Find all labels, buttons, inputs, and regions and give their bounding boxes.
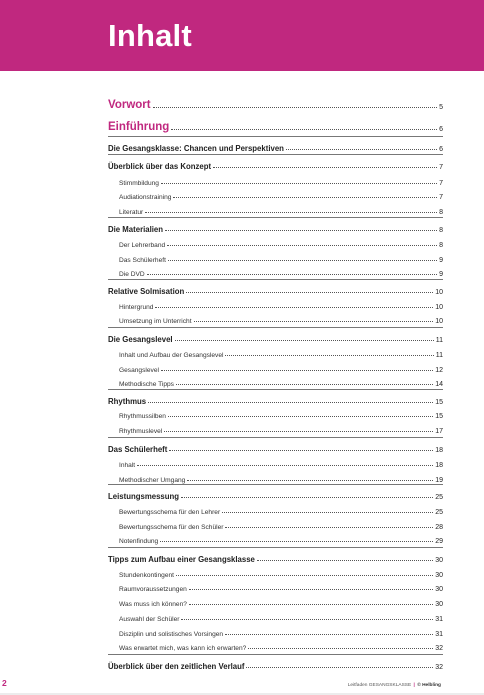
toc-subsection[interactable] (0, 531, 484, 545)
toc-page: 17 (435, 428, 443, 435)
section-divider (108, 327, 443, 328)
toc-page: 15 (435, 399, 443, 406)
toc-label: Einführung (108, 121, 170, 133)
toc-leader (213, 166, 437, 168)
toc-leader (160, 540, 433, 542)
toc-subsection[interactable] (0, 202, 484, 216)
toc-leader (189, 588, 433, 590)
toc-page: 31 (435, 616, 443, 623)
toc-subsection[interactable] (0, 624, 484, 638)
toc-page: 28 (435, 524, 443, 531)
toc-label: Die DVD (119, 271, 145, 278)
toc-label: Was erwartet mich, was kann ich erwarten? (119, 645, 247, 652)
footer-credit (348, 683, 441, 688)
toc-leader (147, 273, 437, 275)
toc-leader (167, 244, 437, 246)
toc-leader (248, 647, 433, 649)
toc-label: Bewertungsschema für den Lehrer (119, 509, 221, 516)
toc-label: Umsetzung im Unterricht (119, 318, 192, 325)
toc-label: Bewertungsschema für den Schüler (119, 524, 224, 531)
toc-subsection[interactable] (0, 250, 484, 264)
toc-leader (246, 666, 433, 668)
toc-subsection[interactable] (0, 609, 484, 623)
toc-label: Überblick über den zeitlichen Verlauf (108, 662, 245, 671)
toc-leader (225, 633, 433, 635)
toc-section[interactable] (0, 330, 484, 344)
toc-subsection[interactable] (0, 311, 484, 325)
toc-page: 29 (435, 538, 443, 545)
toc-label: Literatur (119, 209, 144, 216)
toc-leader (148, 401, 433, 403)
toc-leader (164, 430, 433, 432)
toc-page: 10 (435, 304, 443, 311)
toc-page: 32 (435, 664, 443, 671)
toc-subsection[interactable] (0, 594, 484, 608)
toc-label: Notenfindung (119, 538, 159, 545)
toc-leader (161, 369, 433, 371)
toc-subsection[interactable] (0, 638, 484, 652)
toc-chapter-einfuehrung[interactable] (0, 118, 484, 133)
toc-label: Relative Solmisation (108, 287, 185, 296)
toc-leader (153, 106, 438, 108)
toc-subsection[interactable] (0, 264, 484, 278)
toc-label: Gesangslevel (119, 367, 159, 374)
toc-label: Leistungsmessung (108, 492, 180, 501)
section-divider (108, 389, 443, 390)
toc-leader (181, 618, 433, 620)
toc-page: 14 (435, 381, 443, 388)
toc-label: Das Schülerheft (108, 445, 168, 454)
toc-page: 7 (439, 194, 443, 201)
toc-leader (137, 464, 433, 466)
toc-page: 6 (439, 126, 443, 133)
toc-chapter-vorwort[interactable] (0, 96, 484, 111)
toc-subsection[interactable] (0, 502, 484, 516)
toc-section[interactable] (0, 440, 484, 454)
toc-label: Überblick über das Konzept (108, 162, 212, 171)
toc-section[interactable] (0, 282, 484, 296)
section-divider (108, 217, 443, 218)
toc-subsection[interactable] (0, 297, 484, 311)
toc-subsection[interactable] (0, 345, 484, 359)
toc-leader (194, 320, 434, 322)
toc-label: Auswahl der Schüler (119, 616, 180, 623)
toc-label: Disziplin und solistisches Vorsingen (119, 631, 224, 638)
toc-section[interactable] (0, 392, 484, 406)
toc-label: Rhythmuslevel (119, 428, 163, 435)
toc-label: Der Lehrerband (119, 242, 166, 249)
toc-leader (171, 128, 437, 130)
toc-page: 30 (435, 572, 443, 579)
toc-page: 19 (435, 477, 443, 484)
toc-leader (187, 479, 433, 481)
toc-page: 7 (439, 180, 443, 187)
toc-subsection[interactable] (0, 360, 484, 374)
toc-subsection[interactable] (0, 173, 484, 187)
toc-section[interactable] (0, 657, 484, 671)
toc-leader (168, 259, 437, 261)
toc-subsection[interactable] (0, 565, 484, 579)
toc-leader (165, 229, 437, 231)
toc-page: 8 (439, 227, 443, 234)
toc-page: 30 (435, 557, 443, 564)
toc-label: Die Materialien (108, 225, 164, 234)
toc-leader (222, 511, 433, 513)
toc-page: 10 (435, 318, 443, 325)
toc-label: Hintergrund (119, 304, 154, 311)
toc-leader (169, 449, 433, 451)
toc-page: 7 (439, 164, 443, 171)
toc-page: 25 (435, 494, 443, 501)
toc-label: Rhythmussilben (119, 413, 166, 420)
toc-label: Stimmbildung (119, 180, 159, 187)
toc-label: Inhalt und Aufbau der Gesangslevel (119, 352, 224, 359)
toc-leader (145, 211, 437, 213)
toc-page: 25 (435, 509, 443, 516)
section-divider (108, 437, 443, 438)
toc-leader (189, 603, 433, 605)
toc-page: 8 (439, 242, 443, 249)
toc-leader (155, 306, 433, 308)
toc-subsection[interactable] (0, 406, 484, 420)
toc-leader (176, 574, 433, 576)
toc-page: 18 (435, 447, 443, 454)
toc-section[interactable] (0, 487, 484, 501)
toc-page: 31 (435, 631, 443, 638)
toc-label: Raumvoraussetzungen (119, 586, 187, 593)
toc-subsection[interactable] (0, 421, 484, 435)
toc-page: 30 (435, 586, 443, 593)
toc-leader (286, 148, 437, 150)
toc-leader (161, 182, 437, 184)
toc-subsection[interactable] (0, 374, 484, 388)
toc-page: 8 (439, 209, 443, 216)
section-divider (108, 484, 443, 485)
toc-label: Die Gesangsklasse: Chancen und Perspektiven (108, 144, 284, 153)
toc-page: 30 (435, 601, 443, 608)
toc-subsection[interactable] (0, 455, 484, 469)
toc-leader (225, 526, 433, 528)
toc-subsection[interactable] (0, 187, 484, 201)
toc-label: Methodischer Umgang (119, 477, 186, 484)
toc-leader (168, 415, 433, 417)
footer-publisher: © Helbling (417, 683, 441, 688)
toc-label: Stundenkontingent (119, 572, 174, 579)
toc-leader (176, 383, 433, 385)
toc-label: Vorwort (108, 99, 151, 111)
toc-subsection[interactable] (0, 579, 484, 593)
toc-label: Was muss ich können? (119, 601, 187, 608)
toc-leader (181, 496, 433, 498)
toc-page: 12 (435, 367, 443, 374)
toc-page: 5 (439, 104, 443, 111)
toc-page: 18 (435, 462, 443, 469)
toc-label: Das Schülerheft (119, 257, 166, 264)
toc-subsection[interactable] (0, 470, 484, 484)
section-divider (108, 136, 443, 137)
toc-label: Methodische Tipps (119, 381, 174, 388)
toc-section[interactable] (0, 139, 484, 153)
toc-label: Inhalt (119, 462, 136, 469)
toc-page: 9 (439, 271, 443, 278)
toc-label: Audiationstraining (119, 194, 172, 201)
toc-page: 32 (435, 645, 443, 652)
footer-prefix: Leitfaden GESANGSKLASSE (347, 683, 412, 688)
toc-page: 15 (435, 413, 443, 420)
section-divider (108, 547, 443, 548)
section-divider (108, 654, 443, 655)
toc-leader (175, 339, 434, 341)
toc-leader (257, 559, 433, 561)
toc-page: 9 (439, 257, 443, 264)
section-divider (108, 279, 443, 280)
toc-subsection[interactable] (0, 517, 484, 531)
toc-section[interactable] (0, 550, 484, 564)
toc-leader (173, 196, 437, 198)
toc-label: Rhythmus (108, 397, 147, 406)
toc-leader (186, 291, 433, 293)
toc-section[interactable] (0, 157, 484, 171)
section-divider (108, 154, 443, 155)
toc-section[interactable] (0, 220, 484, 234)
page-number: 2 (2, 678, 7, 688)
toc-page: 11 (435, 337, 443, 344)
footer-separator: | (413, 683, 415, 688)
toc-label: Tipps zum Aufbau einer Gesangsklasse (108, 555, 255, 564)
page-title: Inhalt (108, 18, 192, 53)
toc-page: 6 (439, 146, 443, 153)
toc-label: Die Gesangslevel (108, 335, 173, 344)
toc-page: 10 (435, 289, 443, 296)
toc-leader (225, 354, 433, 356)
toc-page: 11 (435, 352, 443, 359)
toc-subsection[interactable] (0, 235, 484, 249)
